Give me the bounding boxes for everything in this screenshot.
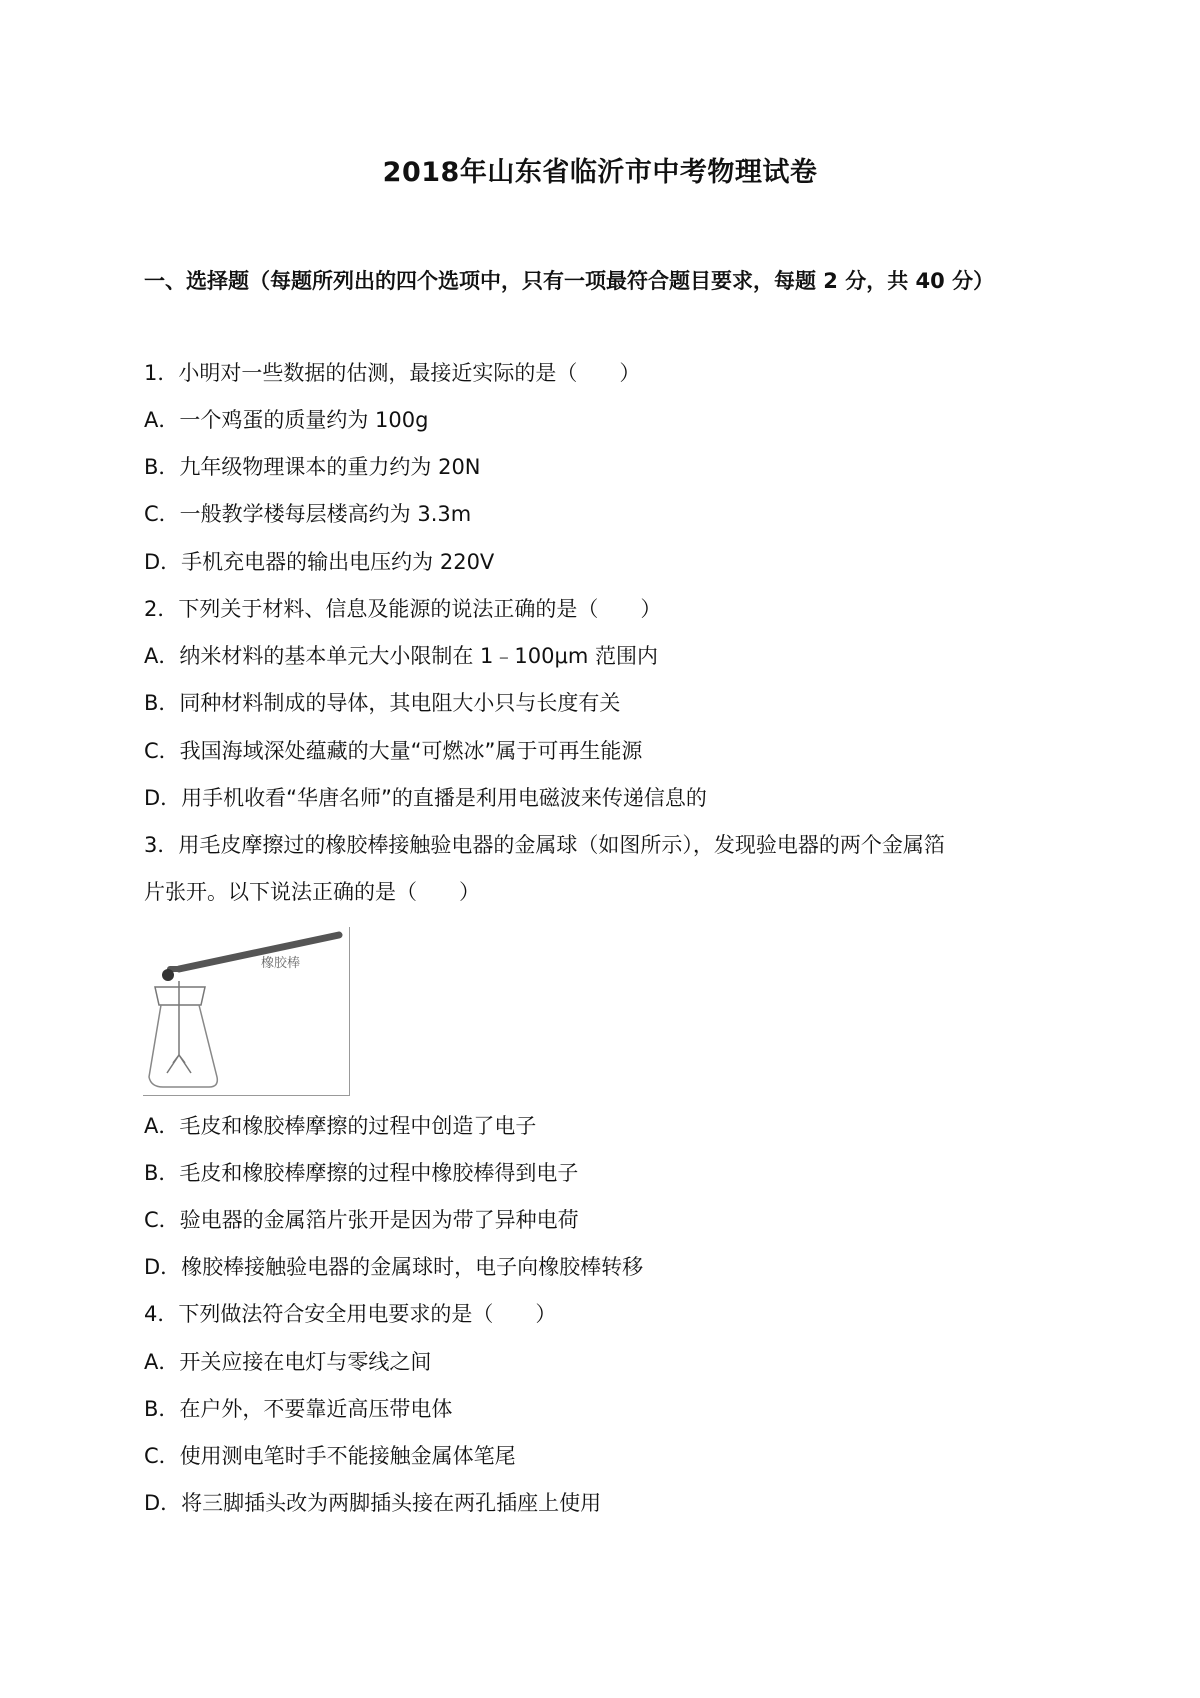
rubber-rod-label: 橡胶棒 [261,956,301,971]
question-4-option-b: B．在户外，不要靠近高压带电体 [144,1397,453,1421]
question-3-option-b: B．毛皮和橡胶棒摩擦的过程中橡胶棒得到电子 [144,1161,579,1185]
rubber-rod [179,935,339,969]
question-4-option-a: A．开关应接在电灯与零线之间 [144,1350,432,1374]
question-4-stem: 4．下列做法符合安全用电要求的是（ ） [144,1302,557,1326]
question-3-stem-line-1: 3．用毛皮摩擦过的橡胶棒接触验电器的金属球（如图所示），发现验电器的两个金属箔 [144,833,945,857]
question-3-option-a: A．毛皮和橡胶棒摩擦的过程中创造了电子 [144,1114,537,1138]
question-3-option-d: D．橡胶棒接触验电器的金属球时，电子向橡胶棒转移 [144,1255,644,1279]
question-1-option-d: D．手机充电器的输出电压约为 220V [144,550,495,574]
flask [149,1005,217,1087]
question-1-option-c: C．一般教学楼每层楼高约为 3.3m [144,502,472,526]
question-1-option-b: B．九年级物理课本的重力约为 20N [144,455,481,479]
stopper [155,987,205,1005]
question-1-stem: 1．小明对一些数据的估测，最接近实际的是（ ） [144,361,641,385]
question-2-option-b: B．同种材料制成的导体，其电阻大小只与长度有关 [144,691,621,715]
question-2-option-a: A．纳米材料的基本单元大小限制在 1﹣100μm 范围内 [144,644,658,668]
question-2-option-d: D．用手机收看“华唐名师”的直播是利用电磁波来传递信息的 [144,786,707,810]
question-4-option-d: D．将三脚插头改为两脚插头接在两孔插座上使用 [144,1491,602,1515]
question-2-option-c: C．我国海域深处蕴藏的大量“可燃冰”属于可再生能源 [144,739,643,763]
electroscope-figure [143,927,350,1096]
question-2-stem: 2．下列关于材料、信息及能源的说法正确的是（ ） [144,597,662,621]
question-3-option-c: C．验电器的金属箔片张开是因为带了异种电荷 [144,1208,579,1232]
question-1-option-a: A．一个鸡蛋的质量约为 100g [144,408,429,432]
foil-leaves [167,1055,191,1073]
question-3-stem-line-2: 片张开。以下说法正确的是（ ） [144,880,480,904]
page-title: 2018年山东省临沂市中考物理试卷 [382,157,818,188]
question-4-option-c: C．使用测电笔时手不能接触金属体笔尾 [144,1444,516,1468]
metal-ball [162,969,174,981]
electroscope-illustration [143,927,349,1095]
section-heading: 一、选择题（每题所列出的四个选项中，只有一项最符合题目要求，每题 2 分，共 40 分） [144,269,995,293]
